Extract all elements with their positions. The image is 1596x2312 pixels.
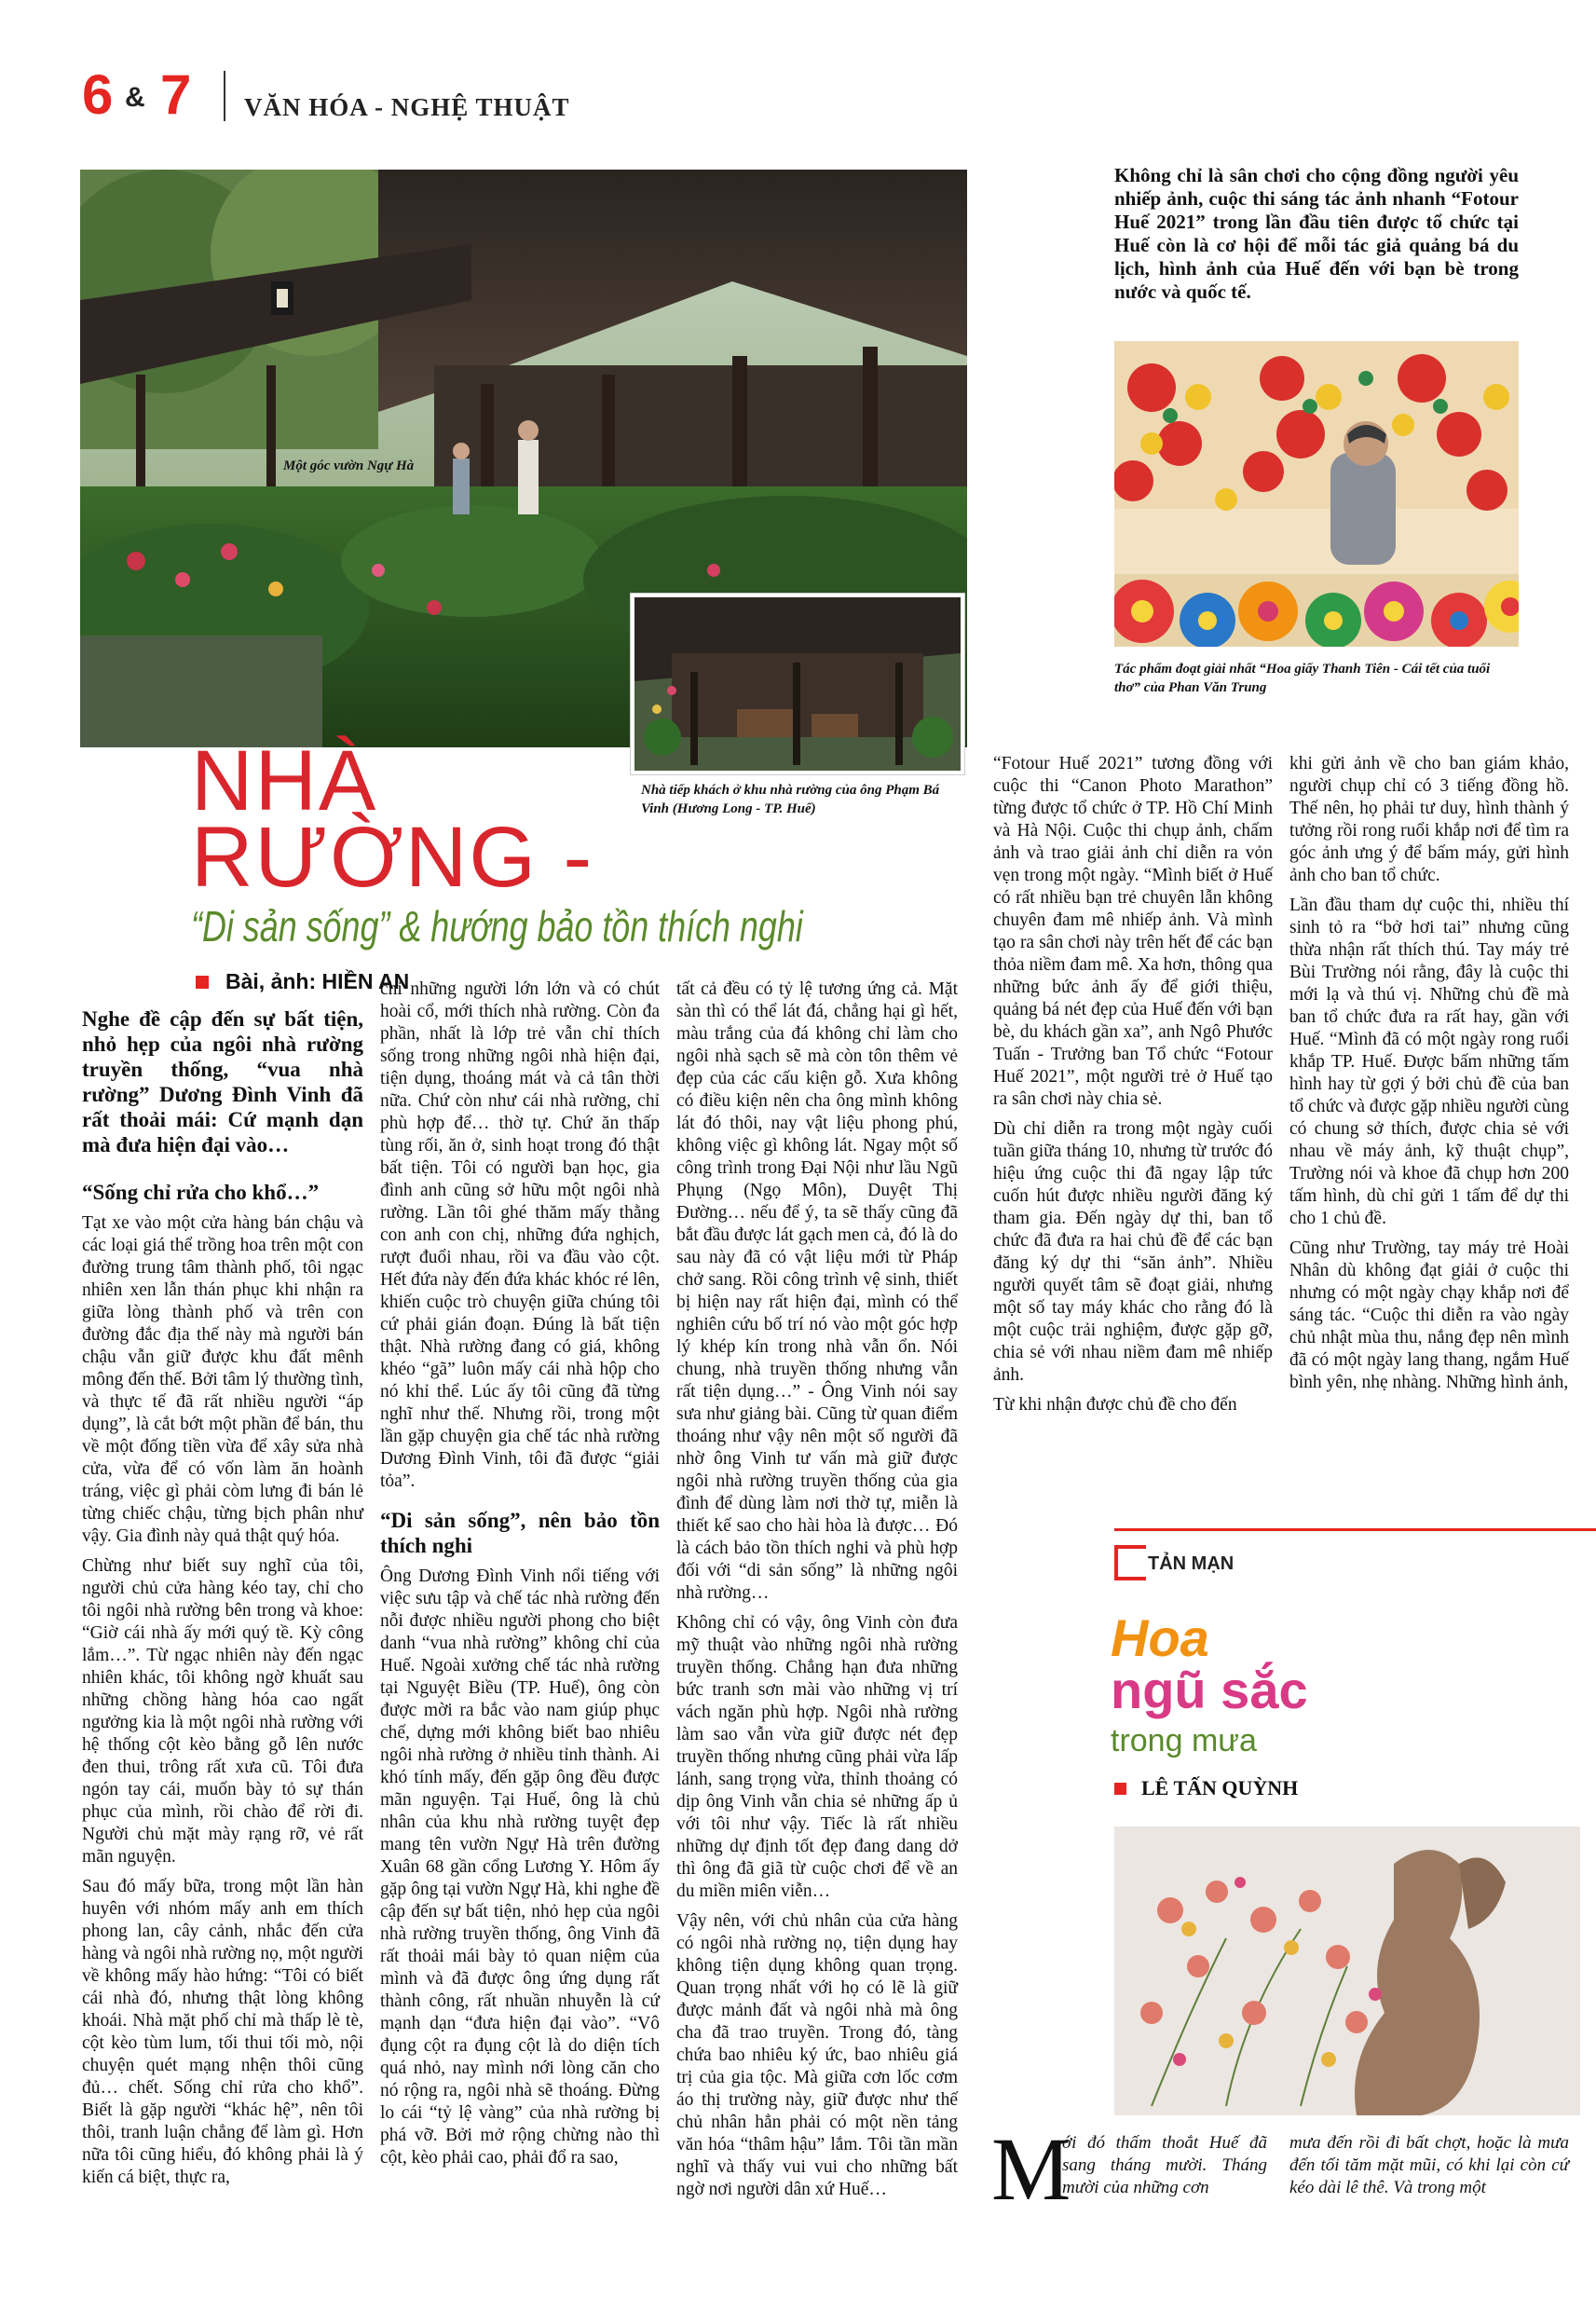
flower-rain-painting xyxy=(1114,1826,1580,2115)
article-subtitle: “Di sản sống” & hướng bảo tồn thích nghi xyxy=(191,902,803,951)
article-paragraph: Không chỉ có vậy, ông Vinh còn đưa mỹ thuật vào những ngôi nhà rường truyền thống. Chẳng hạn đưa những bức tranh sơn mài vào những vị trí vách ngăn phù hợp. Ngôi nhà rường làm sao vẫn vừa giữ được nét đẹp truyền thống nhưng cũng phải vừa lấp lánh, sang trọng vừa, thỉnh thoảng có dịp ông Vinh vẫn chia sẻ những ấp ủ với tôi như vậy. Tiếc là rất nhiều những dự định tốt đẹp đang dang dở thì ông đã giã từ cuộc chơi để về an du miền miên viễn… xyxy=(676,1613,958,1901)
paper-flower-photo xyxy=(1114,341,1519,647)
tanman-illustration xyxy=(1114,1826,1580,2115)
page-number-left: 6 xyxy=(82,63,114,126)
article-paragraph: Ông Dương Đình Vinh nổi tiếng với việc sưu tập và chế tác nhà rường đến nỗi được nhiều người phong cho biệt danh “vua nhà rường” không chỉ của Huế. Ngoài xưởng chế tác nhà rường tại Nguyệt Biều (TP. Huế), ông còn được mời ra bắc vào nam giúp phục chế, dựng mới không biết bao nhiêu ngôi nhà rường ở nhiều tỉnh thành. Ai khó tính mấy, đến gặp ông đều được mãn nguyện. Tại Huế, ông là chủ nhân của khu nhà rường tuyệt đẹp mang tên vườn Ngự Hà trên đường Xuân 68 gần cổng Lương Y. Hôm ấy gặp ông tại vườn Ngự Hà, khi nghe đề cập đến sự bất tiện, nhỏ hẹp của ngôi nhà rường truyền thống, ông Vinh đã rất thoải mái bày tỏ quan niệm của mình và đã được ông ứng dụng rất thành công, rất nhuần nhuyễn là cứ mạnh dạn “đưa hiện đại vào”. “Vô đụng cột ra đụng cột là do diện tích quá nhỏ, nay mình nới lòng căn cho nó rộng ra, ngôi nhà sẽ thoáng. Đừng lo cái “tỷ lệ vàng” của nhà rường bị phá vỡ. Bởi mở rộng chừng nào thì cột, kèo phải cao, phải đổ ra sao, xyxy=(380,1566,660,2168)
paper-flower-illustration xyxy=(1114,341,1519,647)
byline-text: Bài, ảnh: HIỀN AN xyxy=(225,969,410,993)
article-lead: Nghe đề cập đến sự bất tiện, nhỏ hẹp của ngôi nhà rường truyền thống, “vua nhà rường” Dương Đình Vinh đã rất thoải mái: Cứ mạnh dạn mà đưa hiện đại vào… xyxy=(82,1007,363,1156)
byline-marker xyxy=(196,976,209,989)
article-paragraph: Chừng như biết suy nghĩ của tôi, người chủ cửa hàng kéo tay, chỉ cho tôi ngôi nhà rường bên trong và khoe: “Giờ cái nhà ấy mới quý tề. Kỳ công lắm…”. Từ ngạc nhiên này đến ngạc nhiên khác, tôi không ngờ khuất sau những chồng hàng hóa cao ngất ngưởng kia là một ngôi nhà rường với hệ thống cột kèo bằng gỗ lên nước đen thui, trông rất xưa cũ. Tôi đưa ngón tay cái, muốn bày tỏ sự thán phục của mình, rồi chào để rời đi. Người chủ mặt mày rạng rỡ, vẻ rất mãn nguyện. xyxy=(82,1556,363,1867)
tanman-byline-marker xyxy=(1114,1783,1126,1795)
article-paragraph: Sau đó mấy bữa, trong một lần hàn huyên với nhóm mấy anh em thích phong lan, cây cảnh, nhắc đến cửa hàng và ngôi nhà rường nọ, một người về không mấy hào hứng: “Tôi có biết cái nhà đó, nhưng thật lòng không khoái. Nhà mặt phố chỉ mà thấp lè tè, cột kèo tùm lum, tối thui tối mò, nội chuyện quét mạng nhện thôi cũng đủ… chết. Sống chỉ rửa cho khổ”. Biết là gặp người “khác hệ”, nên tôi thôi, tranh luận chẳng để làm gì. Hơn nữa tôi cũng hiểu, đó không phải là ý kiến cá biệt, thực ra, xyxy=(82,1877,363,2187)
article-byline xyxy=(196,969,409,994)
inset-photo-caption: Nhà tiếp khách ở khu nhà rường của ông Phạm Bá Vinh (Hương Long - TP. Huế) xyxy=(641,783,940,816)
fotour-paragraph: Lần đầu tham dự cuộc thi, nhiều thí sinh tỏ ra “bở hơi tai” nhưng cũng thừa nhận rất thích thú. Tay máy trẻ Bùi Trường nói rằng, đây là cuộc thi mới lạ và thú vị. Những chủ đề mà ban tổ chức đưa ra rất hay, gần với Huế. “Mình đã có một ngày rong ruổi khắp TP. Huế. Được bấm những tấm hình hay từ gợi ý bởi chủ đề của ban tổ chức và được gặp nhiều người cùng có chung sở thích, được chia sẻ với nhau về máy ảnh, kỹ thuật chụp”, Trường nói và khoe đã chụp hơn 200 tấm hình, dù chỉ gửi 1 tấm để dự thi cho 1 chủ đề. xyxy=(1289,896,1569,1228)
article-column-1 xyxy=(82,1006,363,2196)
paper-flower-caption: Tác phẩm đoạt giải nhất “Hoa giấy Thanh Tiên - Cái tết của tuổi thơ” của Phan Văn Trung xyxy=(1114,662,1491,695)
tanman-byline xyxy=(1114,1776,1298,1800)
article-subhead-1: “Sống chỉ rửa cho khổ…” xyxy=(82,1181,320,1204)
article-paragraph: Tạt xe vào một cửa hàng bán chậu và các loại giá thể trồng hoa trên một con đường trung tâm thành phố, tôi ngạc nhiên xen lẫn thán phục khi nhận ra giữa lòng thành phố và trên con đường đắc địa thế này mà người bán chậu vẫn giữ được khu đất mênh mông đến thế. Bởi tâm lý thường tình, và thực tế đã rất nhiều người “áp dụng”, là cắt bớt một phần để bán, thu về một đống tiền vừa để xây sửa nhà cửa, vừa để có vốn làm ăn hoành tráng, việc gì phải còm lưng đi bán lẻ từng chiếc chậu, từng bịch phân như vậy. Gia đình này quả thật quý hóa. xyxy=(82,1213,363,1546)
fotour-lead: Không chỉ là sân chơi cho cộng đồng người yêu nhiếp ảnh, cuộc thi sáng tác ảnh nhanh “Fotour Huế 2021” trong lần đầu tiên được tổ chức tại Huế còn là cơ hội để mỗi tác giả quảng bá du lịch, hình ảnh của Huế đến với bạn bè trong nước và quốc tế. xyxy=(1114,164,1519,303)
fotour-paragraph: Từ khi nhận được chủ đề cho đến xyxy=(993,1395,1237,1415)
article-paragraph: chỉ những người lớn lớn và có chút hoài cổ, mới thích nhà rường. Còn đa phần, nhất là lớp trẻ vẫn chỉ thích sống trong những ngôi nhà hiện đại, tiện dụng, thoáng mát và cả tân thời nữa. Chứ còn như cái nhà rường, chỉ phù hợp để… thờ tự. Chứ ăn thấp tùng rối, ăn ở, sinh hoạt trong đó thật bất tiện. Tôi có người bạn học, gia đình anh cũng sở hữu một ngôi nhà rường. Lần tôi ghé thăm mấy thằng con anh con chị, những đứa nghịch, rượt đuổi nhau, rồi va đầu vào cột. Hết đứa này đến đứa khác khóc ré lên, khiến cuộc trò chuyện giữa chúng tôi cứ phải gián đoạn. Đúng là bất tiện thật. Nhà rường đang có giá, không khéo “gã” luôn mấy cái nhà hộp cho nó khỉ thể. Lúc ấy tôi cũng đã từng nghĩ như thế. Nhưng rồi, trong một lần gặp chuyện gia chế tác nhà rường Dương Đình Vinh, tôi đã được “giải tỏa”. xyxy=(380,979,660,1491)
inset-photo-frame xyxy=(630,593,965,775)
article-paragraph: tất cả đều có tỷ lệ tương ứng cả. Mặt sàn thì có thể lát đá, chẳng hại gì hết, màu trắng của đá không chỉ làm cho ngôi nhà sạch sẽ mà còn tôn thêm vẻ đẹp của các cấu kiện gỗ. Xưa không có điều kiện nên cha ông mình không lát đó thôi, nay vật liệu phong phú, không việc gì không lát. Ngay một số công trình trong Đại Nội như lầu Ngũ Phụng (Ngọ Môn), Duyệt Thị Đường… nếu để ý, ta sẽ thấy cũng đã bắt đầu được lát gạch men cả, đó là do sau này đã có vật liệu mới từ Pháp chở sang. Rồi công trình vệ sinh, thiết bị hiện nay rất hiện đại, mình có thể nghiên cứu bố trí nó vào một góc hợp lý khép kín trong nhà vẫn ổn. Nói chung, nhà truyền thống nhưng vẫn rất tiện dụng…” - Ông Vinh nói say sưa như giảng bài. Cũng từ quan điểm thoáng như vậy nên một số người đã nhờ ông Vinh tư vấn mà giữ được ngôi nhà rường truyền thống của gia đình để dùng làm nơi thờ tự, miễn là thiết kế sao cho hài hòa là được… Đó là cách bảo tồn thích nghi và phù hợp đối với “di sản sống” là những ngôi nhà rường… xyxy=(676,979,958,1603)
fotour-paragraph: Dù chỉ diễn ra trong một ngày cuối tuần giữa tháng 10, nhưng từ trước đó hiệu ứng cuộc thi đã ngay lập tức cuốn hút được nhiều người đăng ký tham gia. Đến ngày dự thi, ban tổ chức đã đưa ra hai chủ đề để các bạn đăng ký dự thi “săn ảnh”. Nhiều người quyết tâm sẽ đoạt giải, nhưng một số tay máy khác cho rằng đó là một cuộc trải nghiệm, được gặp gỡ, chia sẻ với nhau niềm đam mê nhiếp ảnh. xyxy=(993,1119,1273,1385)
tanman-top-rule xyxy=(1114,1528,1596,1531)
page-number-amp: & xyxy=(125,82,145,113)
article-subhead-2: “Di sản sống”, nên bảo tồn thích nghi xyxy=(380,1509,660,1557)
tanman-dropcap: M xyxy=(991,2119,1071,2219)
header-divider xyxy=(224,71,225,121)
tanman-text-col-2: mưa đến rồi đi bất chợt, hoặc là mưa đến tối tăm mặt mũi, có khi lại còn cứ kéo dài lê thê. Và trong một xyxy=(1289,2133,1569,2197)
tanman-title-3: trong mưa xyxy=(1111,1723,1257,1758)
fotour-column-5 xyxy=(1289,753,1569,1402)
tanman-text-col-1: ới đó thấm thoắt Huế đã sang tháng mười. Tháng mười của những cơn xyxy=(1062,2133,1267,2197)
tanman-byline-text: LÊ TẤN QUỲNH xyxy=(1141,1776,1299,1799)
fotour-paragraph: “Fotour Huế 2021” tương đồng với cuộc thi “Canon Photo Marathon” từng được tổ chức ở TP. Hồ Chí Minh và Hà Nội. Cuộc thi chụp ảnh, chấm ảnh và trao giải ảnh chỉ diễn ra vỏn vẹn trong một ngày. “Mình biết ở Huế có rất nhiều bạn trẻ chuyên lẫn không chuyên đam mê nhiếp ảnh. Và mình tạo ra sân chơi này trên hết để các bạn thỏa niềm đam mê. Xa hơn, thông qua những bức ảnh ấy để giới thiệu, quảng bá nét đẹp của Huế đến với bạn bè, du khách gần xa”, anh Ngô Phước Tuấn - Trưởng ban Tổ chức “Fotour Huế 2021”, một người trẻ ở Huế tạo ra sân chơi này chia sẻ. xyxy=(993,754,1273,1109)
fotour-paragraph: khi gửi ảnh về cho ban giám khảo, người chụp chỉ có 3 tiếng đồng hồ. Thế nên, họ phải tư duy, hình thành ý tưởng rồi rong ruổi khắp nơi để tìm ra góc ảnh ưng ý để bấm máy, gửi hình ảnh cho ban tổ chức. xyxy=(1289,754,1569,885)
article-title-line2: RƯỜNG - xyxy=(191,810,594,905)
article-title-line1: NHÀ xyxy=(191,733,378,828)
article-column-2 xyxy=(380,978,660,2177)
tanman-label: TẢN MẠN xyxy=(1148,1553,1235,1574)
tanman-label-box xyxy=(1114,1545,1146,1580)
page-number-right: 7 xyxy=(160,63,192,126)
tanman-title-2: ngũ sắc xyxy=(1111,1661,1308,1719)
inset-photo xyxy=(634,597,961,771)
article-column-3 xyxy=(676,978,958,2209)
page-header xyxy=(75,65,1528,130)
fotour-column-4 xyxy=(993,753,1273,1424)
article-paragraph: Vậy nên, với chủ nhân của cửa hàng có ngôi nhà rường nọ, tiện dụng hay không tiện dụng không quan trọng. Quan trọng nhất với họ có lẽ là giữ được mảnh đất và ngôi nhà mà ông cha đã trao truyền. Trong đó, tàng chứa bao nhiêu ký ức, bao nhiêu giá trị của gia tộc. Mà giữa cơn lốc cơm áo thị trường này, giữ được như thế chủ nhân hẳn phải có một nền tảng văn hóa “thâm hậu” lắm. Tôi tần mần nghĩ và thấy vui vui cho những bất ngờ nơi người dân xứ Huế… xyxy=(676,1911,958,2199)
garden-photo-caption: Một góc vườn Ngự Hà xyxy=(283,458,415,473)
fotour-paragraph: Cũng như Trường, tay máy trẻ Hoài Nhân dù không đạt giải ở cuộc thi nhưng có một ngày chạy khắp nơi để sáng tác. “Cuộc thi diễn ra vào ngày chủ nhật mùa thu, nắng đẹp nên mình đã có một ngày lang thang, ngắm Huế bình yên, nhẹ nhàng. Những hình ảnh, xyxy=(1289,1238,1569,1392)
section-title: VĂN HÓA - NGHỆ THUẬT xyxy=(244,93,570,121)
tanman-title-1: Hoa xyxy=(1111,1608,1209,1667)
